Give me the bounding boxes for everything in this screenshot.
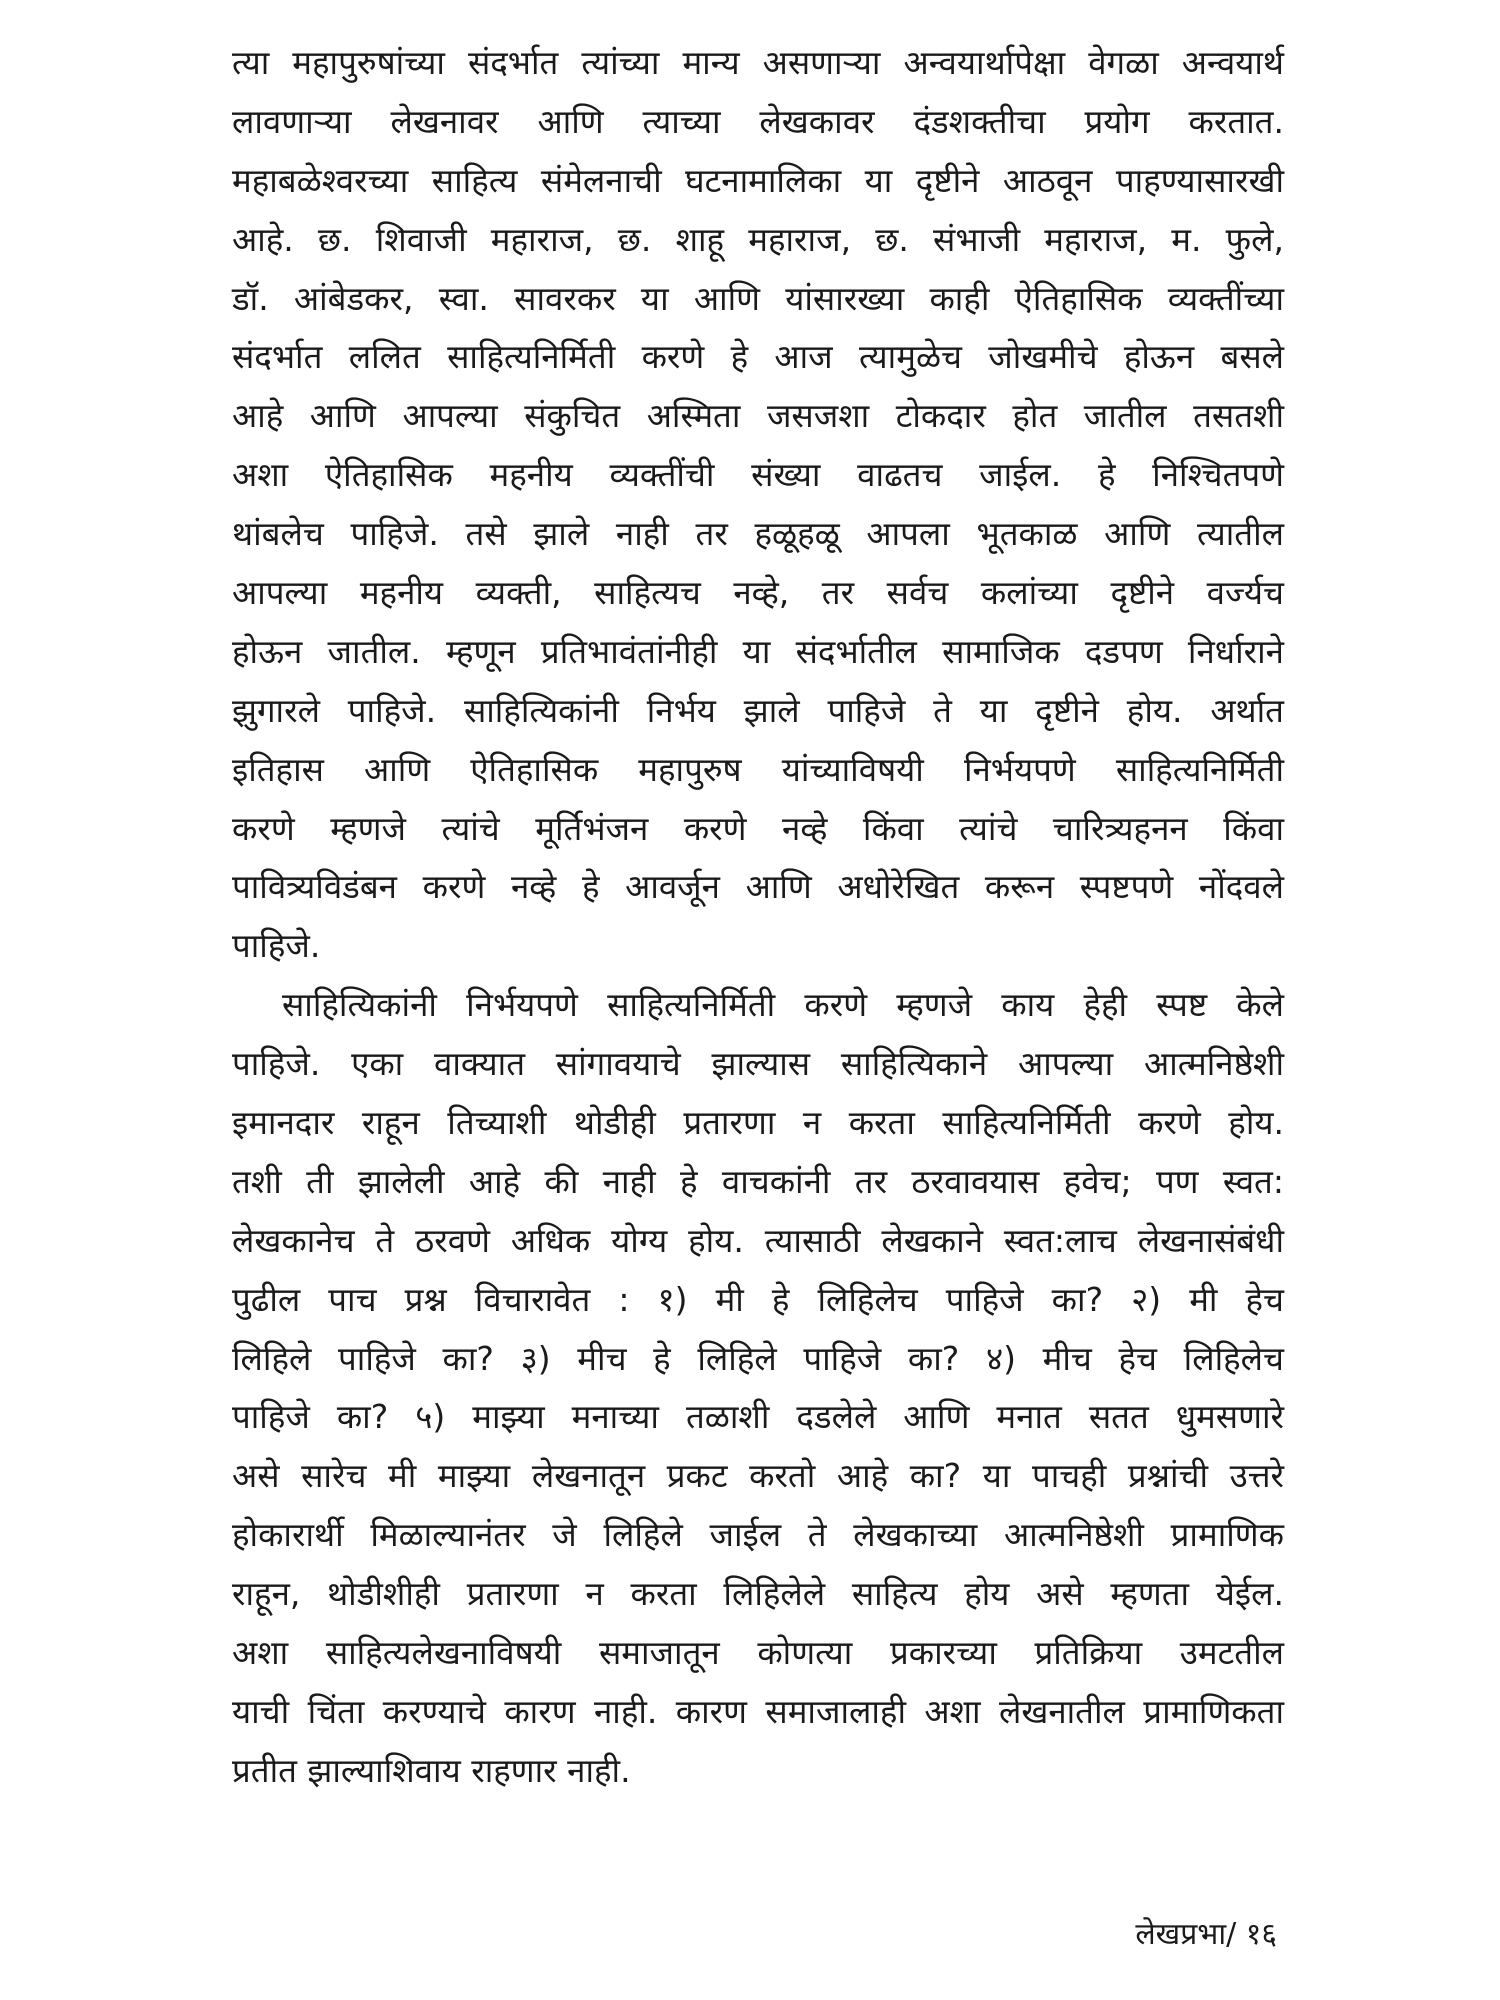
text-line: थांबलेच पाहिजे. तसे झाले नाही तर हळूहळू आपला भूतकाळ आणि त्यातील: [232, 514, 1284, 554]
text-line: राहून, थोडीशीही प्रतारणा न करता लिहिलेले साहित्य होय असे म्हणता येईल.: [232, 1574, 1284, 1614]
text-line: होऊन जातील. म्हणून प्रतिभावंतांनीही या संदर्भातील सामाजिक दडपण निर्धाराने: [232, 631, 1284, 671]
text-line: याची चिंता करण्याचे कारण नाही. कारण समाजालाही अशा लेखनातील प्रामाणिकता: [232, 1691, 1284, 1731]
text-line: होकारार्थी मिळाल्यानंतर जे लिहिले जाईल ते लेखकाच्या आत्मनिष्ठेशी प्रामाणिक: [232, 1515, 1284, 1555]
text-line: पाहिजे.: [232, 926, 321, 966]
text-line: पाहिजे का? ५) माझ्या मनाच्या तळाशी दडलेले आणि मनात सतत धुमसणारे: [232, 1397, 1284, 1437]
text-line: आहे. छ. शिवाजी महाराज, छ. शाहू महाराज, छ. संभाजी महाराज, म. फुले,: [232, 219, 1284, 259]
page-footer: लेखप्रभा/ १६: [1135, 1917, 1277, 1952]
text-line: तशी ती झालेली आहे की नाही हे वाचकांनी तर ठरवावयास हवेच; पण स्वत:: [232, 1161, 1284, 1201]
text-line: लिहिले पाहिजे का? ३) मीच हे लिहिले पाहिजे का? ४) मीच हेच लिहिलेच: [232, 1338, 1284, 1378]
text-line: आपल्या महनीय व्यक्ती, साहित्यच नव्हे, तर सर्वच कलांच्या दृष्टीने वर्ज्यच: [232, 573, 1284, 613]
text-line: इतिहास आणि ऐतिहासिक महापुरुष यांच्याविषयी निर्भयपणे साहित्यनिर्मिती: [232, 749, 1284, 789]
text-line: अशा ऐतिहासिक महनीय व्यक्तींची संख्या वाढतच जाईल. हे निश्चितपणे: [232, 455, 1284, 495]
body-text: [232, 34, 1284, 1801]
text-line: अशा साहित्यलेखनाविषयी समाजातून कोणत्या प्रकारच्या प्रतिक्रिया उमटतील: [232, 1633, 1284, 1673]
text-line: झुगारले पाहिजे. साहित्यिकांनी निर्भय झाले पाहिजे ते या दृष्टीने होय. अर्थात: [232, 690, 1284, 730]
text-line: त्या महापुरुषांच्या संदर्भात त्यांच्या मान्य असणाऱ्या अन्वयार्थापेक्षा वेगळा अन्वयार्थ: [232, 43, 1284, 82]
paragraph-1: [232, 34, 1284, 976]
text-line: असे सारेच मी माझ्या लेखनातून प्रकट करतो आहे का? या पाचही प्रश्नांची उत्तरे: [232, 1456, 1284, 1496]
text-line: लावणाऱ्या लेखनावर आणि त्याच्या लेखकावर दंडशक्तीचा प्रयोग करतात.: [232, 101, 1284, 141]
text-line: पुढील पाच प्रश्न विचारावेत : १) मी हे लिहिलेच पाहिजे का? २) मी हेच: [232, 1279, 1284, 1319]
text-line: महाबळेश्वरच्या साहित्य संमेलनाची घटनामालिका या दृष्टीने आठवून पाहण्यासारखी: [232, 160, 1284, 200]
text-line: आहे आणि आपल्या संकुचित अस्मिता जसजशा टोकदार होत जातील तसतशी: [232, 396, 1284, 436]
text-line: डॉ. आंबेडकर, स्वा. सावरकर या आणि यांसारख्या काही ऐतिहासिक व्यक्तींच्या: [232, 278, 1284, 318]
text-line: साहित्यिकांनी निर्भयपणे साहित्यनिर्मिती करणे म्हणजे काय हेही स्पष्ट केले: [282, 985, 1284, 1025]
text-line: संदर्भात ललित साहित्यनिर्मिती करणे हे आज त्यामुळेच जोखमीचे होऊन बसले: [232, 337, 1284, 377]
text-line: इमानदार राहून तिच्याशी थोडीही प्रतारणा न करता साहित्यनिर्मिती करणे होय.: [232, 1103, 1284, 1143]
text-line: पाहिजे. एका वाक्यात सांगावयाचे झाल्यास साहित्यिकाने आपल्या आत्मनिष्ठेशी: [232, 1044, 1284, 1084]
text-line: करणे म्हणजे त्यांचे मूर्तिभंजन करणे नव्हे किंवा त्यांचे चारित्र्यहनन किंवा: [232, 808, 1284, 848]
paragraph-2: [232, 976, 1284, 1800]
text-line: लेखकानेच ते ठरवणे अधिक योग्य होय. त्यासाठी लेखकाने स्वत:लाच लेखनासंबंधी: [232, 1220, 1284, 1260]
text-line: प्रतीत झाल्याशिवाय राहणार नाही.: [232, 1750, 631, 1790]
text-line: पावित्र्यविडंबन करणे नव्हे हे आवर्जून आणि अधोरेखित करून स्पष्टपणे नोंदवले: [232, 867, 1284, 907]
